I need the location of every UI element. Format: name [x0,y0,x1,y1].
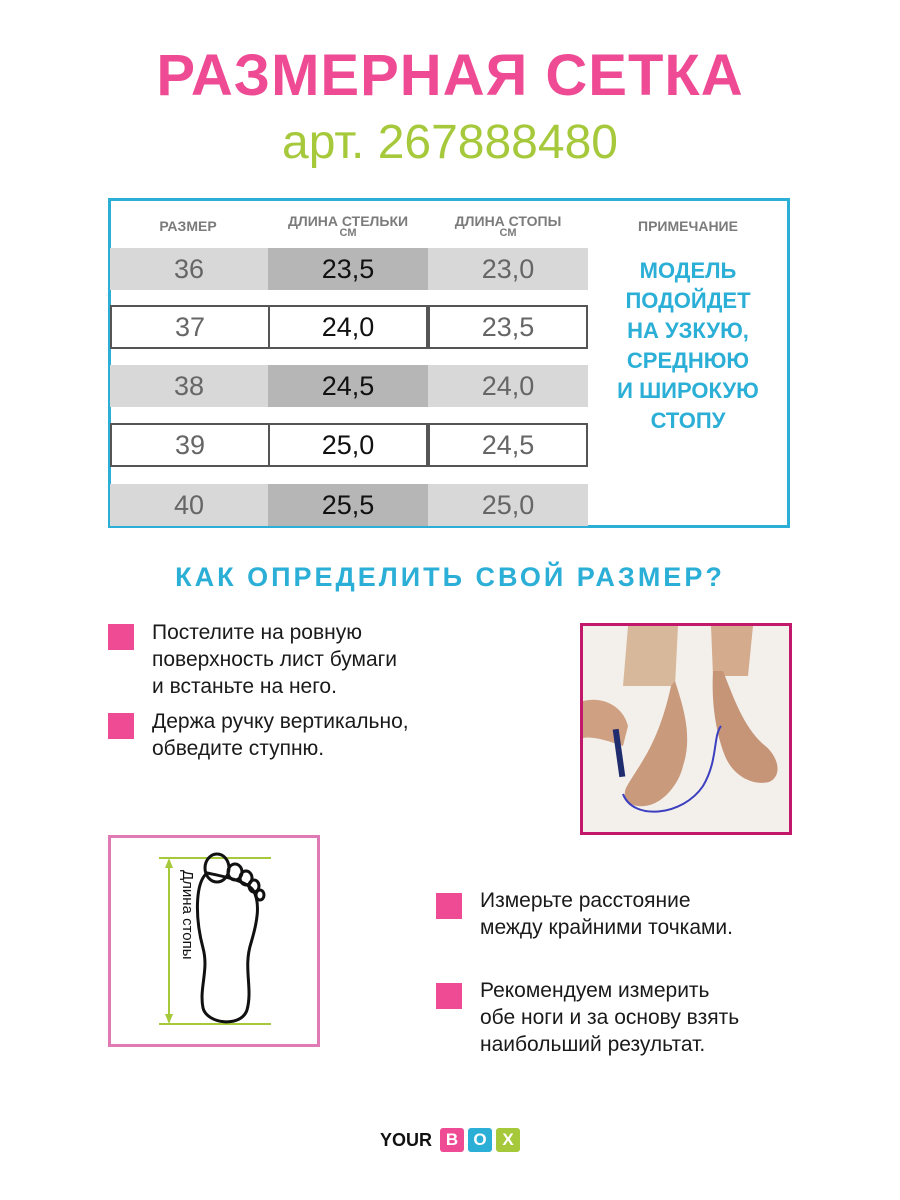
step-3-text [480,887,733,941]
logo-letter-o: O [468,1128,492,1152]
logo-your: YOUR [379,1129,432,1150]
fit-note [600,256,776,436]
fit-note-line: МОДЕЛЬ [639,258,737,283]
step-line: Рекомендуем измерить [480,979,710,1002]
bullet-icon [436,893,462,919]
cell-insole: 24,0 [268,307,428,347]
cell-foot: 24,0 [428,365,588,407]
header-note [600,219,776,233]
step-4-text [480,977,739,1058]
fit-note-line: СРЕДНЮЮ [626,348,750,373]
step-line: Измерьте расстояние [480,889,691,912]
table-row [110,248,588,290]
header-insole [268,214,428,239]
article-number: арт. 267888480 [282,116,618,169]
step-1-text [152,619,397,700]
header-foot-label: ДЛИНА СТОПЫ [454,213,562,229]
page-title: РАЗМЕРНАЯ СЕТКА [156,43,744,108]
fit-note-line: ПОДОЙДЕТ [625,288,751,313]
step-line: и встаньте на него. [152,675,337,698]
cell-size: 37 [112,307,268,347]
cell-foot: 24,5 [428,425,586,465]
cell-size: 39 [112,425,268,465]
header-foot-unit: СМ [499,227,517,239]
howto-heading: КАК ОПРЕДЕЛИТЬ СВОЙ РАЗМЕР? [175,562,725,592]
fit-note-line: НА УЗКУЮ, [627,318,749,343]
table-row [110,365,588,407]
header-insole-unit: СМ [339,227,357,239]
header-size-label: РАЗМЕР [159,218,217,234]
fit-note-line: И ШИРОКУЮ [617,378,759,403]
table-row [110,484,588,526]
table-row [110,305,588,349]
table-row [110,423,588,467]
header-insole-label: ДЛИНА СТЕЛЬКИ [287,213,409,229]
foot-outline-icon [111,838,317,1044]
fit-note-line: СТОПУ [650,408,726,433]
cell-insole: 25,5 [268,484,428,526]
cell-foot: 23,0 [428,248,588,290]
step-line: наибольший результат. [480,1033,706,1056]
header-note-label: ПРИМЕЧАНИЕ [638,218,738,234]
bullet-icon [108,713,134,739]
cell-size: 40 [110,484,268,526]
step-2-text [152,708,409,762]
cell-size: 38 [110,365,268,407]
cell-insole: 23,5 [268,248,428,290]
bullet-icon [436,983,462,1009]
step-line: Постелите на ровную [152,621,362,644]
header-foot [428,214,588,239]
cell-foot: 23,5 [428,307,586,347]
cell-size: 36 [110,248,268,290]
cell-foot: 25,0 [428,484,588,526]
cell-insole: 24,5 [268,365,428,407]
cell-insole: 25,0 [268,425,428,465]
tracing-illustration [583,626,789,832]
bullet-icon [108,624,134,650]
foot-length-label: Длина стопы [179,870,196,960]
step-line: поверхность лист бумаги [152,648,398,671]
logo-letter-x: X [496,1128,520,1152]
photo-tracing-foot [580,623,792,835]
header-size [133,219,243,233]
logo-letter-b: B [440,1128,464,1152]
step-line: Держа ручку вертикально, [152,710,409,733]
step-line: между крайними точками. [480,916,733,939]
step-line: обведите ступню. [152,737,325,760]
brand-logo [0,1128,900,1152]
foot-diagram [108,835,320,1047]
step-line: обе ноги и за основу взять [480,1006,740,1029]
